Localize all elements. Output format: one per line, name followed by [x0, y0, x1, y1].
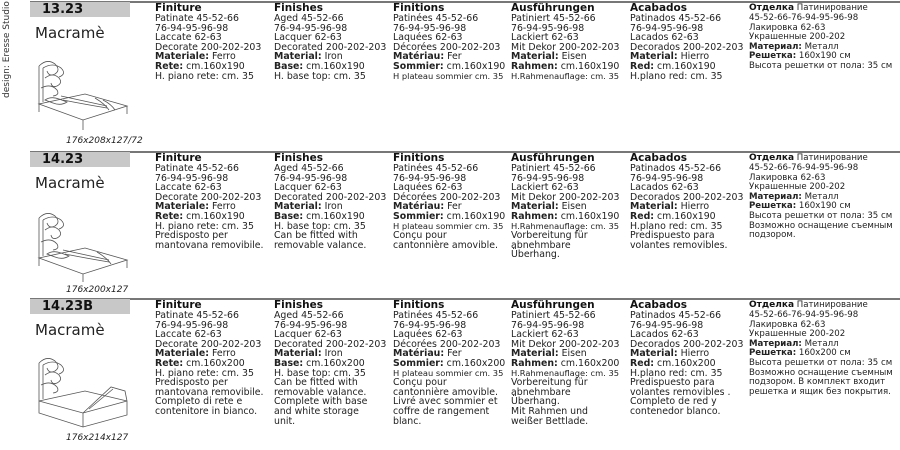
spec-label: Material:: [274, 348, 322, 360]
spec-label: Materiale:: [155, 51, 209, 63]
column-head: Finiture: [155, 299, 202, 311]
spec-label: Rete:: [155, 60, 184, 72]
note-line: Высота решетки от пола: 35 см Возможно оснащение съемным подзором. В комплект входит решетка и ящик без покрытия.: [749, 357, 893, 397]
product-name: Macramè: [35, 321, 105, 339]
note-line: and white storage: [274, 405, 359, 417]
column-head: Finiture: [155, 2, 202, 14]
finish-line: Лакировка 62-63: [749, 22, 826, 33]
spec-label: Rete:: [155, 357, 184, 369]
spec-value: Ferro: [211, 51, 236, 63]
finish-line: 76-94-95-96-98: [155, 172, 229, 184]
finish-line: 45-52-66-76-94-95-96-98: [749, 13, 859, 23]
spec-label: Red:: [630, 60, 655, 72]
spec-label: Rahmen:: [511, 210, 558, 222]
finish-line: Lackiert 62-63: [511, 32, 579, 44]
finish-line: Aged 45-52-66: [274, 163, 344, 174]
designer-credit: [0, 0, 14, 100]
note-line: blanc.: [393, 415, 422, 427]
note-line: Überhang.: [511, 249, 560, 261]
column-head: Ausführungen: [511, 152, 595, 164]
spec-label: Matériau:: [393, 51, 445, 63]
finish-line: Lacquer 62-63: [274, 182, 342, 194]
finish-line: Laccate 62-63: [155, 32, 222, 44]
spec-label: Rete:: [155, 210, 184, 222]
spec-value: Fer: [447, 201, 462, 213]
note-line: mantovana removibile.: [155, 386, 264, 398]
spec-value: cm.160x190: [560, 60, 620, 72]
column-head: Acabados: [630, 2, 688, 14]
finish-line: Patinées 45-52-66: [393, 163, 479, 174]
spec-value: Металл: [804, 41, 839, 52]
finish-line: Лакировка 62-63: [749, 319, 826, 330]
finish-line: 76-94-95-96-98: [393, 172, 467, 184]
note-line: weißer Bettlade.: [511, 415, 589, 427]
spec-value: cm.160x200: [657, 357, 716, 369]
finish-column-spanish: [630, 153, 748, 250]
spec-value: cm.160x190: [657, 60, 716, 72]
spec-label: Решетка:: [749, 51, 797, 62]
spec-label: Sommier:: [393, 357, 444, 369]
spec-label: Matériau:: [393, 201, 445, 213]
finish-line: 76-94-95-96-98: [274, 319, 348, 331]
note-line: Высота решетки от пола: 35 см Возможно оснащение съемным подзором.: [749, 210, 893, 241]
finish-column-italian: [155, 3, 271, 81]
finish-line: 76-94-95-96-98: [155, 22, 229, 34]
note-line: removable valance.: [274, 239, 367, 251]
note-line: H. base top: cm. 35: [274, 70, 366, 82]
spec-value: cm.160x200: [186, 357, 245, 369]
note-line: Livré avec sommier et: [393, 396, 498, 408]
note-line: Vorbereitung für: [511, 230, 588, 242]
finish-line: Decorate 200-202-203: [155, 191, 262, 203]
finish-line: Laquées 62-63: [393, 32, 463, 44]
finish-line: 76-94-95-96-98: [393, 22, 467, 34]
finish-line: Décorées 200-202-203: [393, 191, 501, 203]
finish-column-english: [274, 153, 390, 250]
spec-label: Решетка:: [749, 201, 797, 212]
note-line: cantonnière amovible.: [393, 239, 498, 251]
note-line: Predisposto per: [155, 377, 228, 389]
note-line: mantovana removibile.: [155, 239, 264, 251]
finish-line: Lacados 62-63: [630, 329, 699, 341]
bed-drawing: [33, 204, 133, 284]
finish-line: Украшенные 200-202: [749, 32, 846, 43]
finish-line: 76-94-95-96-98: [511, 319, 585, 331]
finish-line: Патинирование: [796, 3, 868, 13]
finish-line: Decorated 200-202-203: [274, 41, 387, 53]
product-code: 14.23: [30, 152, 130, 167]
spec-label: Material:: [511, 201, 559, 213]
column-head: Finiture: [155, 152, 202, 164]
spec-value: cm.160x190: [446, 210, 506, 222]
finish-line: Mit Dekor 200-202-203: [511, 191, 620, 203]
note-line: Predispuesto para: [630, 377, 715, 389]
spec-value: 160x190 см: [798, 201, 851, 212]
finish-line: Decorate 200-202-203: [155, 41, 262, 53]
finish-line: Aged 45-52-66: [274, 310, 344, 321]
note-line: H. piano rete: cm. 35: [155, 367, 254, 379]
finish-column-french: [393, 300, 509, 426]
column-head: Отделка: [749, 153, 795, 163]
product-name: Macramè: [35, 24, 105, 42]
finish-line: Laquées 62-63: [393, 182, 463, 194]
finish-line: Decorated 200-202-203: [274, 338, 387, 350]
spec-label: Base:: [274, 60, 304, 72]
spec-value: Fer: [447, 51, 462, 63]
finish-line: Lackiert 62-63: [511, 182, 579, 194]
finish-line: 76-94-95-96-98: [274, 172, 348, 184]
column-head: Finitions: [393, 299, 445, 311]
finish-column-french: [393, 153, 509, 250]
note-line: volantes removibles.: [630, 239, 728, 251]
note-line: H. base top: cm. 35: [274, 220, 366, 232]
spec-label: Sommier:: [393, 210, 444, 222]
spec-value: cm.160x200: [446, 357, 506, 369]
finish-line: Украшенные 200-202: [749, 329, 846, 340]
spec-value: Eisen: [561, 348, 587, 360]
spec-value: cm.160x190: [446, 60, 506, 72]
finish-line: Decorate 200-202-203: [155, 338, 262, 350]
spec-value: Fer: [447, 348, 462, 360]
spec-label: Material:: [630, 348, 678, 360]
finish-line: 76-94-95-96-98: [630, 22, 704, 34]
finish-line: Laccate 62-63: [155, 329, 222, 341]
spec-value: Hierro: [680, 348, 710, 360]
spec-label: Materiale:: [155, 348, 209, 360]
spec-label: Material:: [274, 201, 322, 213]
note-line: H.plano red: cm. 35: [630, 220, 723, 232]
note-line: H.plano red: cm. 35: [630, 367, 723, 379]
finish-line: Decorados 200-202-203: [630, 41, 744, 53]
spec-value: Iron: [324, 201, 343, 213]
finish-line: 76-94-95-96-98: [155, 319, 229, 331]
spec-value: Hierro: [680, 201, 710, 213]
finish-line: Patiniert 45-52-66: [511, 13, 596, 24]
spec-value: cm.160x190: [657, 210, 716, 222]
finish-line: Patinate 45-52-66: [155, 310, 239, 321]
finish-column-french: [393, 3, 509, 81]
note-line: H.Rahmenauflage: cm. 35: [511, 220, 620, 231]
spec-label: Materiale:: [155, 201, 209, 213]
finish-column-russian: [749, 3, 899, 72]
spec-label: Material:: [630, 201, 678, 213]
column-head: Finishes: [274, 2, 323, 14]
note-line: Completo di rete e: [155, 396, 243, 408]
spec-label: Red:: [630, 357, 655, 369]
finish-line: Aged 45-52-66: [274, 13, 344, 24]
spec-value: cm.160x190: [560, 210, 620, 222]
spec-value: cm.160x200: [306, 357, 365, 369]
column-head: Finishes: [274, 152, 323, 164]
finish-column-spanish: [630, 300, 748, 417]
finish-line: Décorées 200-202-203: [393, 338, 501, 350]
finish-line: Lacquer 62-63: [274, 329, 342, 341]
product-code: 13.23: [30, 2, 130, 17]
finish-column-italian: [155, 153, 271, 250]
note-line: H plateau sommier cm. 35: [393, 220, 504, 231]
spec-label: Material:: [630, 51, 678, 63]
spec-value: cm.160x190: [186, 210, 245, 222]
finish-line: Patinados 45-52-66: [630, 163, 722, 174]
spec-value: Iron: [324, 51, 343, 63]
note-line: Vorbereitung für: [511, 377, 588, 389]
product-name: Macramè: [35, 174, 105, 192]
spec-value: cm.160x190: [306, 210, 365, 222]
column-head: Finitions: [393, 152, 445, 164]
note-line: H plateau sommier cm. 35: [393, 70, 504, 81]
bed-drawing: [33, 54, 133, 134]
finish-line: Patinados 45-52-66: [630, 310, 722, 321]
designer-text: design: Eresse Studio: [2, 1, 12, 98]
finish-column-italian: [155, 300, 271, 417]
spec-label: Sommier:: [393, 60, 444, 72]
spec-value: cm.160x190: [186, 60, 245, 72]
finish-line: Décorées 200-202-203: [393, 41, 501, 53]
note-line: Can be fitted with: [274, 377, 358, 389]
note-line: H plateau sommier cm. 35: [393, 367, 504, 378]
product-code: 14.23B: [30, 299, 130, 314]
note-line: volantes removibles .: [630, 386, 731, 398]
finish-line: 76-94-95-96-98: [511, 172, 585, 184]
column-head: Acabados: [630, 152, 688, 164]
spec-value: Iron: [324, 348, 343, 360]
spec-label: Rahmen:: [511, 60, 558, 72]
finish-line: Mit Dekor 200-202-203: [511, 41, 620, 53]
spec-label: Red:: [630, 210, 655, 222]
note-line: abnehmbare: [511, 386, 571, 398]
spec-label: Material:: [274, 51, 322, 63]
finish-line: Patinées 45-52-66: [393, 13, 479, 24]
note-line: Completo de red y: [630, 396, 717, 408]
spec-value: Hierro: [680, 51, 710, 63]
spec-label: Решетка:: [749, 348, 797, 359]
finish-column-german: [511, 300, 627, 426]
spec-label: Base:: [274, 357, 304, 369]
finish-line: Patinados 45-52-66: [630, 13, 722, 24]
spec-value: Металл: [804, 338, 839, 349]
spec-label: Matériau:: [393, 348, 445, 360]
product-block-13-23: [30, 0, 900, 150]
note-line: abnehmbare: [511, 239, 571, 251]
finish-line: 76-94-95-96-98: [630, 172, 704, 184]
note-line: H. piano rete: cm. 35: [155, 70, 254, 82]
note-line: cantonnière amovible.: [393, 386, 498, 398]
note-line: H.Rahmenauflage: cm. 35: [511, 367, 620, 378]
finish-line: Patinées 45-52-66: [393, 310, 479, 321]
note-line: Can be fitted with: [274, 230, 358, 242]
finish-line: 76-94-95-96-98: [393, 319, 467, 331]
product-block-14-23b: [30, 297, 900, 450]
spec-label: Материал:: [749, 41, 802, 52]
finish-column-german: [511, 3, 627, 81]
note-line: Высота решетки от пола: 35 см: [749, 60, 893, 71]
product-dimensions: 176x208x127/72: [66, 136, 143, 146]
finish-line: Патинирование: [796, 300, 868, 310]
finish-column-german: [511, 153, 627, 260]
finish-line: Lacados 62-63: [630, 32, 699, 44]
spec-value: Eisen: [561, 201, 587, 213]
finish-line: Decorados 200-202-203: [630, 191, 744, 203]
note-line: Mit Rahmen und: [511, 405, 589, 417]
note-line: contenedor blanco.: [630, 405, 721, 417]
spec-label: Material:: [511, 51, 559, 63]
spec-value: Металл: [804, 191, 839, 202]
finish-line: Патинирование: [796, 153, 868, 163]
column-head: Acabados: [630, 299, 688, 311]
spec-value: Ferro: [211, 201, 236, 213]
finish-line: Mit Dekor 200-202-203: [511, 338, 620, 350]
spec-label: Material:: [511, 348, 559, 360]
finish-line: 76-94-95-96-98: [630, 319, 704, 331]
spec-value: 160x200 см: [798, 348, 851, 359]
note-line: coffre de rangement: [393, 405, 490, 417]
finish-line: Patiniert 45-52-66: [511, 163, 596, 174]
finish-line: Lackiert 62-63: [511, 329, 579, 341]
product-dimensions: 176x200x127: [66, 285, 129, 295]
note-line: H. base top: cm. 35: [274, 367, 366, 379]
finish-line: Украшенные 200-202: [749, 182, 846, 193]
finish-line: 76-94-95-96-98: [274, 22, 348, 34]
spec-value: cm.160x200: [560, 357, 620, 369]
column-head: Отделка: [749, 300, 795, 310]
finish-column-russian: [749, 300, 899, 397]
note-line: unit.: [274, 415, 296, 427]
spec-label: Материал:: [749, 191, 802, 202]
finish-line: Lacados 62-63: [630, 182, 699, 194]
finish-line: Patiniert 45-52-66: [511, 310, 596, 321]
finish-line: Decorados 200-202-203: [630, 338, 744, 350]
spec-label: Материал:: [749, 338, 802, 349]
product-dimensions: 176x214x127: [66, 433, 129, 443]
spec-value: Eisen: [561, 51, 587, 63]
spec-value: Ferro: [211, 348, 236, 360]
finish-line: Laquées 62-63: [393, 329, 463, 341]
finish-line: Decorated 200-202-203: [274, 191, 387, 203]
spec-label: Rahmen:: [511, 357, 558, 369]
finish-line: Лакировка 62-63: [749, 172, 826, 183]
note-line: H.Rahmenauflage: cm. 35: [511, 70, 620, 81]
note-line: H.plano red: cm. 35: [630, 70, 723, 82]
note-line: H. piano rete: cm. 35: [155, 220, 254, 232]
finish-column-spanish: [630, 3, 748, 81]
bed-drawing: [33, 351, 133, 431]
finish-line: Patinate 45-52-66: [155, 13, 239, 24]
column-head: Finitions: [393, 2, 445, 14]
finish-line: 76-94-95-96-98: [511, 22, 585, 34]
finish-line: 45-52-66-76-94-95-96-98: [749, 310, 859, 320]
column-head: Ausführungen: [511, 2, 595, 14]
finish-line: Laccate 62-63: [155, 182, 222, 194]
note-line: contenitore in bianco.: [155, 405, 258, 417]
column-head: Отделка: [749, 3, 795, 13]
note-line: Predisposto per: [155, 230, 228, 242]
finish-line: Lacquer 62-63: [274, 32, 342, 44]
note-line: Conçu pour: [393, 230, 447, 242]
spec-value: 160x190 см: [798, 51, 851, 62]
note-line: Conçu pour: [393, 377, 447, 389]
note-line: Predispuesto para: [630, 230, 715, 242]
finish-line: 45-52-66-76-94-95-96-98: [749, 163, 859, 173]
finish-column-russian: [749, 153, 899, 241]
note-line: Überhang.: [511, 396, 560, 408]
note-line: removable valance.: [274, 386, 367, 398]
finish-column-english: [274, 3, 390, 81]
spec-value: cm.160x190: [306, 60, 365, 72]
column-head: Ausführungen: [511, 299, 595, 311]
note-line: Complete with base: [274, 396, 368, 408]
product-block-14-23: [30, 150, 900, 297]
spec-label: Base:: [274, 210, 304, 222]
finish-line: Patinate 45-52-66: [155, 163, 239, 174]
column-head: Finishes: [274, 299, 323, 311]
finish-column-english: [274, 300, 390, 426]
